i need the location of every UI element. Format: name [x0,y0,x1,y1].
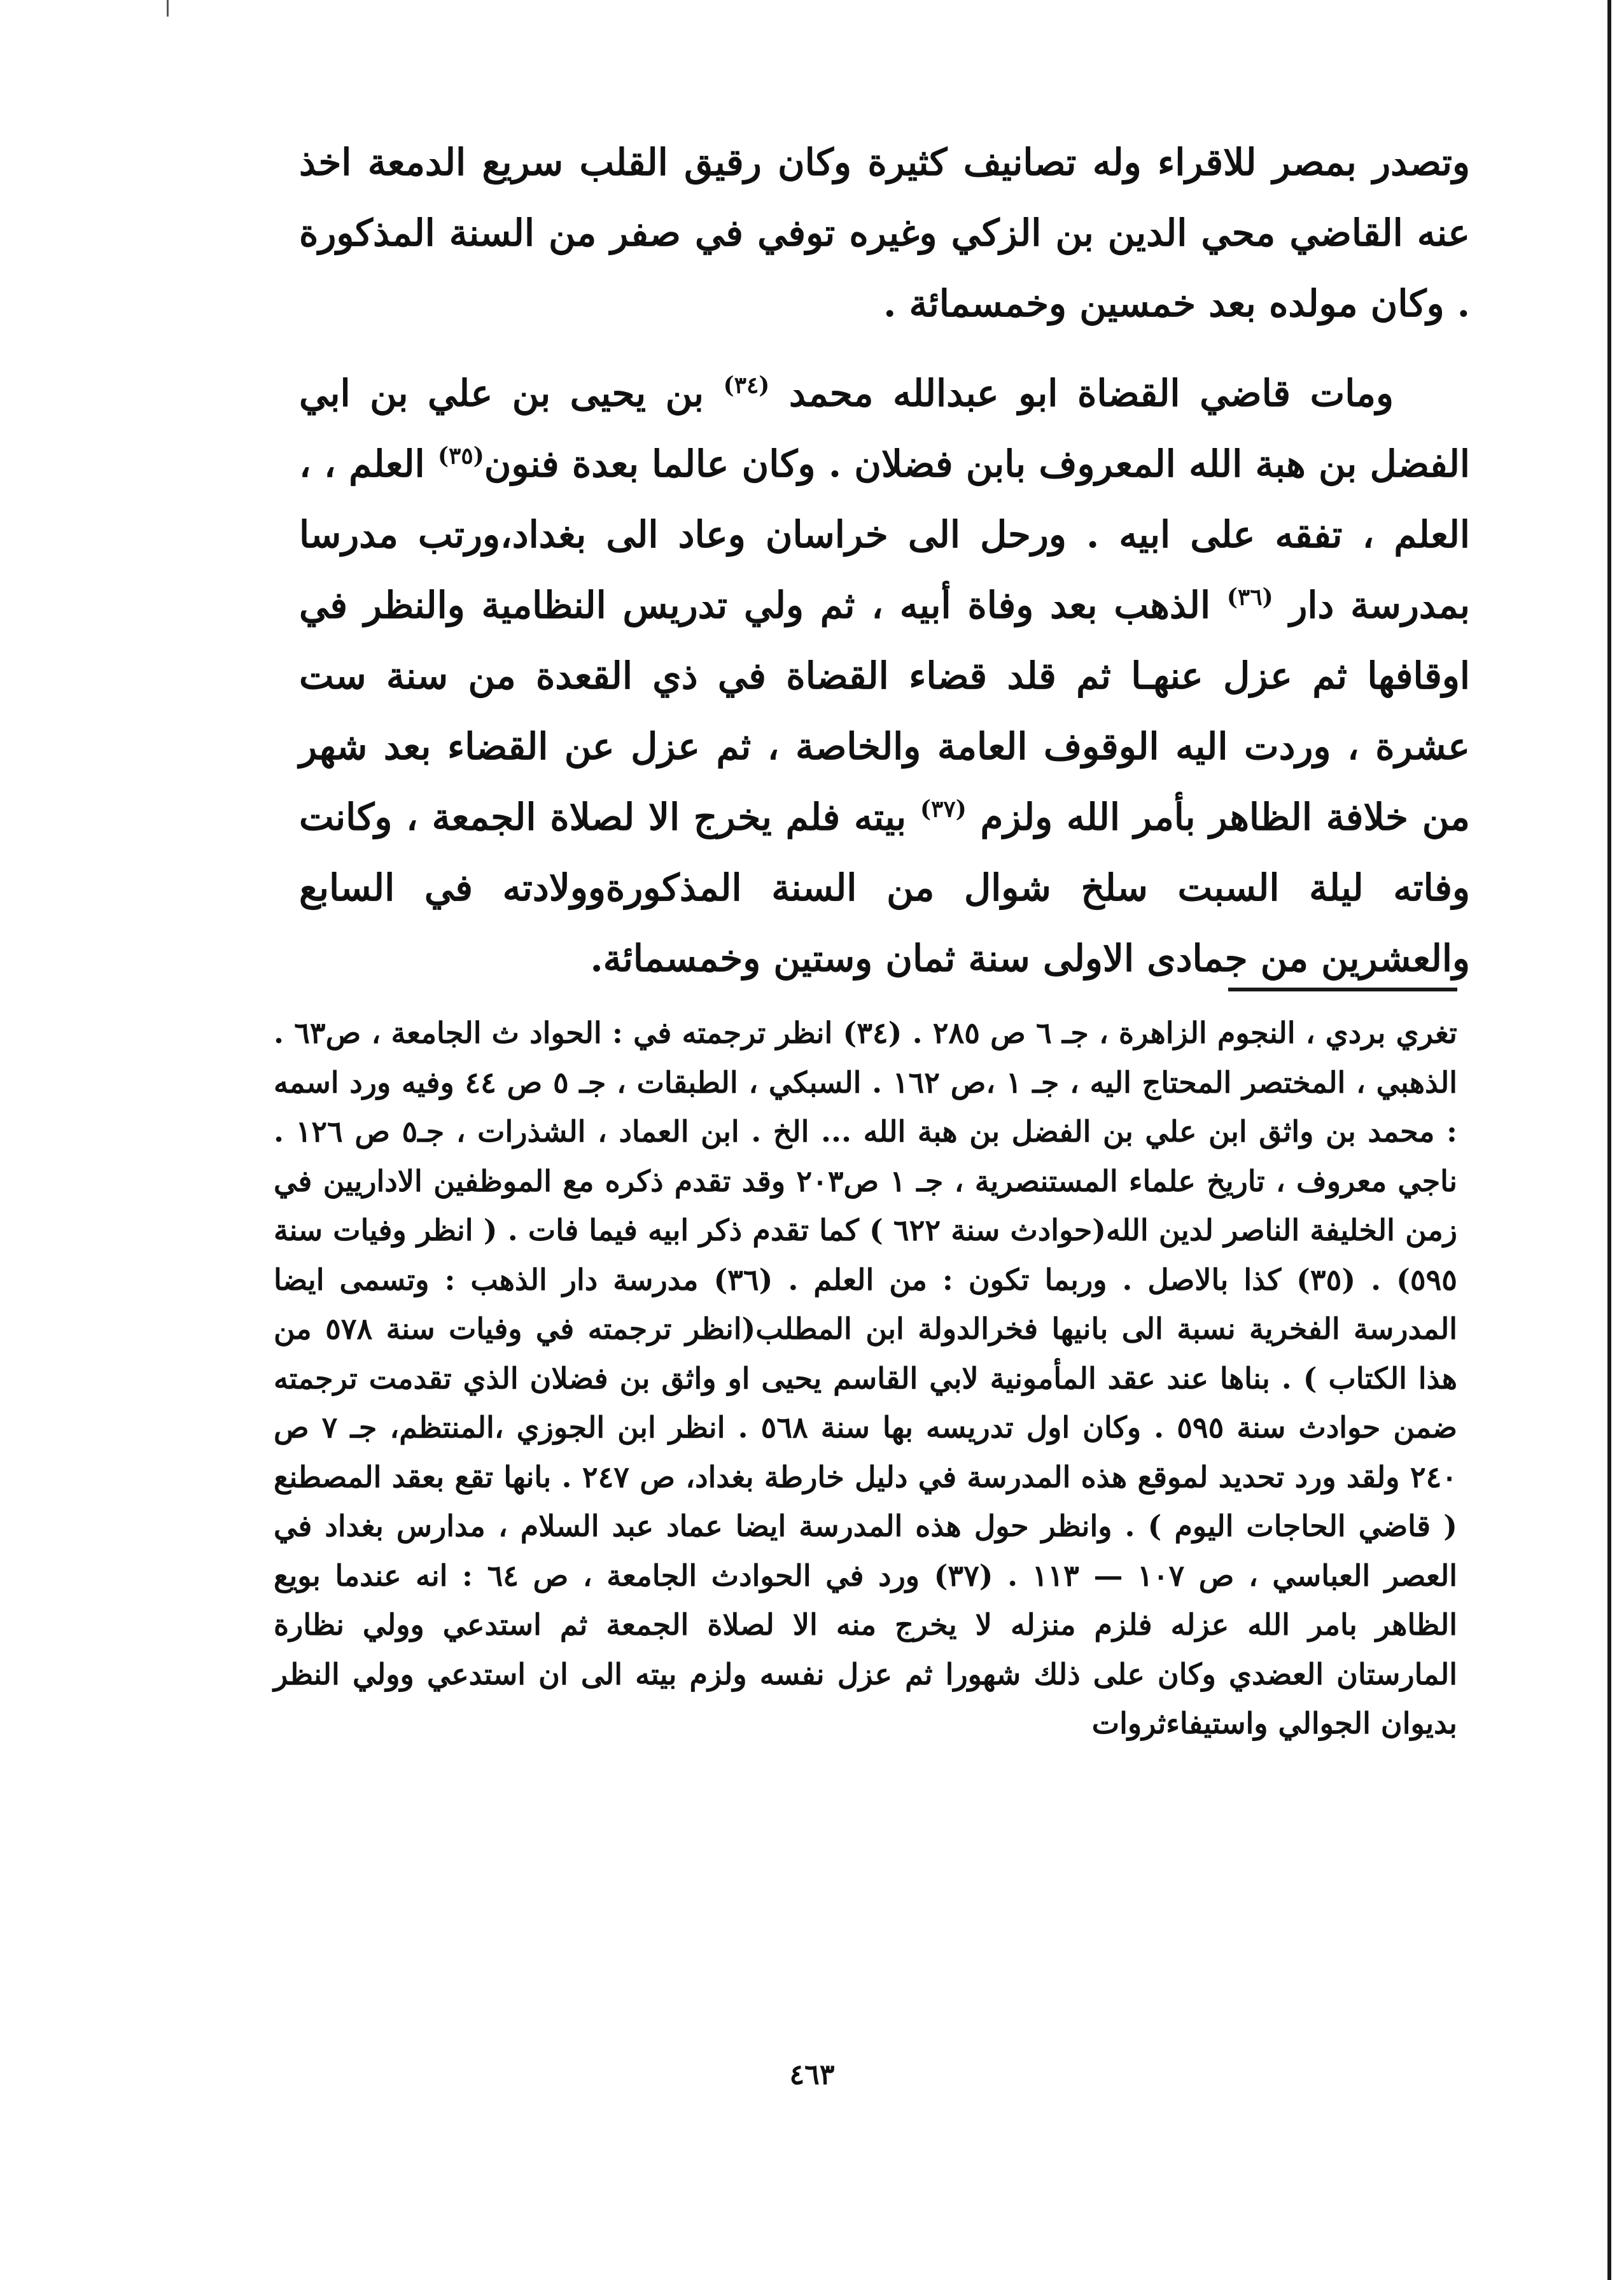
main-text-block [299,127,1470,1013]
paragraph-2-text: العلم ، ، العلم ، تفقه على ابيه . ورحل الى خراسان وعاد الى بغداد،ورتب مدرسا بمدرسة دار [299,442,1470,627]
footnotes-block [274,1009,1457,1749]
scan-corner-mark [167,0,169,17]
paragraph-2-text: ومات قاضي القضاة ابو عبدالله محمد [788,372,1394,415]
footnote-separator [1228,988,1457,991]
page-number: ٤٦٣ [789,2059,835,2091]
footnote-ref-37: (٣٧) [920,795,967,823]
footnote-ref-36: (٣٦) [1226,584,1273,611]
footnote-ref-35: (٣٥) [438,442,484,470]
footnote-ref-34: (٣٤) [723,372,770,399]
page-edge-rule [1607,0,1611,2280]
paragraph-2-text: الذهب بعد وفاة أبيه ، ثم ولي تدريس النظامية والنظر في اوقافها ثم عزل عنهـا ثم قلد قضاء القضاة في ذي القعدة من سنة ست عشرة ، وردت اليه الوقوف العامة والخاصة ، ثم عزل عن القضاء بعد شهر من خلافة الظاهر بأمر الله ولزم [299,584,1470,839]
footnotes-text: تغري بردي ، النجوم الزاهرة ، جـ ٦ ص ٢٨٥ . (٣٤) انظر ترجمته في : الحواد ث الجامعة ، ص٦٣ . الذهبي ، المختصر المحتاج اليه ، جـ ١ ،ص ١٦٢ . السبكي ، الطبقات ، جـ ٥ ص ٤٤ وفيه ورد اسمه : محمد بن واثق ابن علي بن الفضل بن هبة الله ... الخ . ابن العماد ، الشذرات ، جـ٥ ص ١٢٦ . ناجي معروف ، تاريخ علماء المستنصرية ، جـ ١ ص٢٠٣ وقد تقدم ذكره مع الموظفين الاداريين في زمن الخليفة الناصر لدين الله(حوادث سنة ٦٢٢ ) كما تقدم ذكر ابيه فيما فات . ( انظر وفيات سنة ٥٩٥) . (٣٥) كذا بالاصل . وربما تكون : من العلم . (٣٦) مدرسة دار الذهب : وتسمى ايضا المدرسة الفخرية نسبة الى بانيها فخرالدولة ابن المطلب(انظر ترجمته في وفيات سنة ٥٧٨ من هذا الكتاب ) . بناها عند عقد المأمونية لابي القاسم يحيى او واثق بن فضلان الذي تقدمت ترجمته ضمن حوادث سنة ٥٩٥ . وكان اول تدريسه بها سنة ٥٦٨ . انظر ابن الجوزي ،المنتظم، جـ ٧ ص ٢٤٠ ولقد ورد تحديد لموقع هذه المدرسة في دليل خارطة بغداد، ص ٢٤٧ . بانها تقع بعقد المصطنع ( قاضي الحاجات اليوم ) . وانظر حول هذه المدرسة ايضا عماد عبد السلام ، مدارس بغداد في العصر العباسي ، ص ١٠٧ — ١١٣ . (٣٧) ورد في الحوادث الجامعة ، ص ٦٤ : انه عندما بويع الظاهر بامر الله عزله فلزم منزله لا يخرج منه الا لصلاة الجمعة ثم استدعي وولي نظارة المارستان العضدي وكان على ذلك شهورا ثم عزل نفسه ولزم بيته الى ان استدعي وولي النظر بديوان الجوالي واستيفاءثروات [274,1016,1458,1740]
main-paragraph-1: وتصدر بمصر للاقراء وله تصانيف كثيرة وكان رقيق القلب سريع الدمعة اخذ عنه القاضي محي الدين بن الزكي وغيره توفي في صفر من السنة المذكورة . وكان مولده بعد خمسين وخمسمائة . [299,141,1470,325]
main-paragraph-2 [299,358,1470,994]
paragraph-2-text: بن يحيى بن علي بن ابي الفضل بن هبة الله المعروف بابن فضلان . وكان عالما بعدة فنون [299,372,1470,486]
paragraph-2-text: بيته فلم يخرج الا لصلاة الجمعة ، وكانت وفاته ليلة السبت سلخ شوال من السنة المذكورةوولادته في السابع والعشرين من جمادى الاولى سنة ثمان وستين وخمسمائة. [299,795,1470,980]
